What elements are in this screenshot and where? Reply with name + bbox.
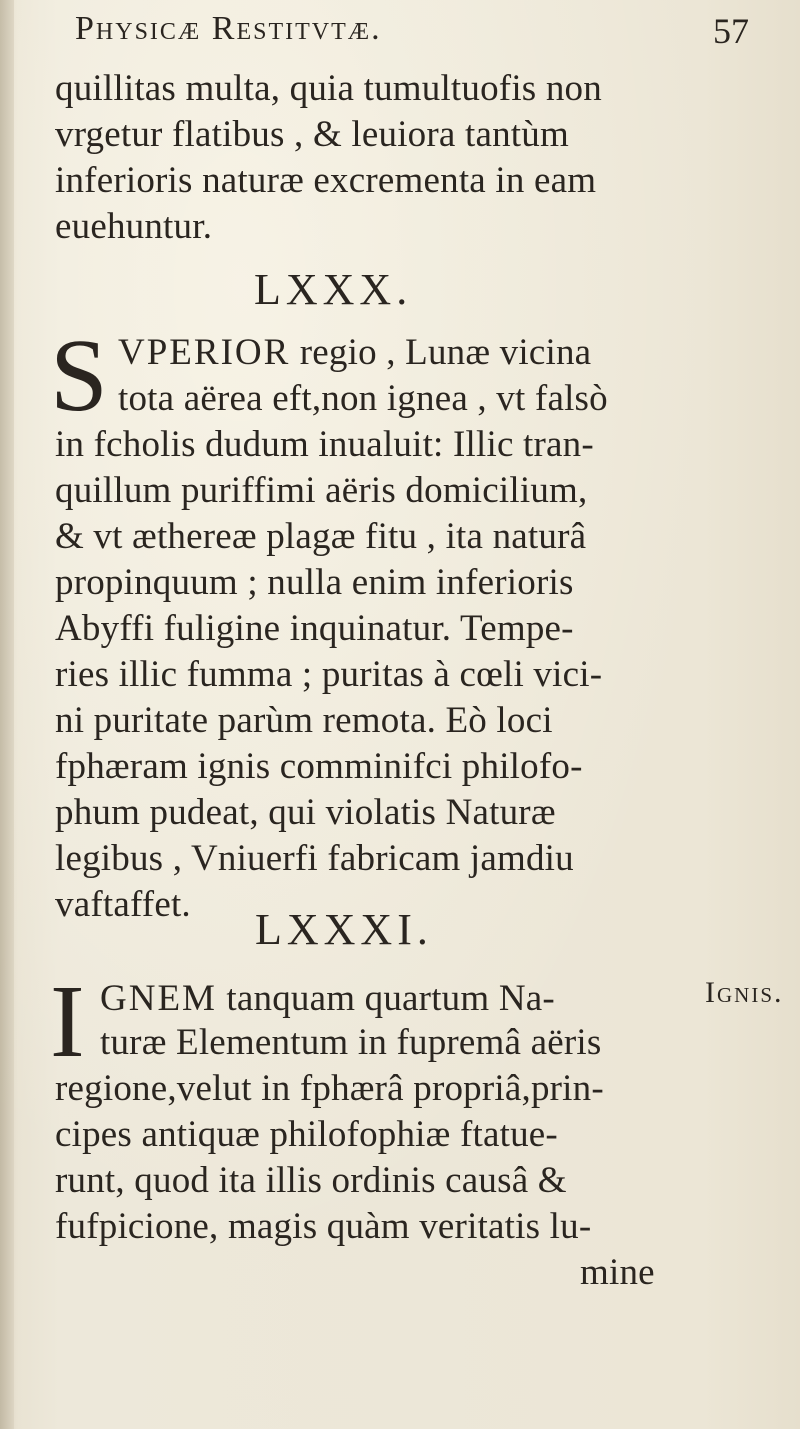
text-line: vrgetur flatibus , & leuiora tantùm — [55, 114, 569, 155]
text-line: Abyffi fuligine inquinatur. Tempe- — [55, 608, 574, 649]
text-line: cipes antiquæ philofophiæ ftatue- — [55, 1114, 558, 1155]
text-line: propinquum ; nulla enim inferioris — [55, 562, 574, 603]
section-number: LXXXI. — [255, 905, 433, 954]
first-line-rest: regio , Lunæ vicina — [299, 332, 592, 373]
text-line-first — [118, 330, 591, 376]
text-line: & vt æthereæ plagæ fitu , ita naturâ — [55, 516, 587, 557]
text-line: vaftaffet. — [55, 884, 191, 925]
text-line: legibus , Vniuerfi fabricam jamdiu — [55, 838, 574, 879]
text-line-first — [100, 976, 555, 1022]
text-line: tota aërea eft,non ignea , vt falsò — [118, 378, 608, 419]
drop-cap: S — [50, 318, 108, 433]
text-line: quillitas multa, quia tumultuofis non — [55, 68, 602, 109]
text-line: ries illic fumma ; puritas à cœli vici- — [55, 654, 603, 695]
text-line: regione,velut in fphærâ propriâ,prin- — [55, 1068, 604, 1109]
text-line: quillum puriffimi aëris domicilium, — [55, 470, 588, 511]
text-line: runt, quod ita illis ordinis causâ & — [55, 1160, 567, 1201]
text-line: in fcholis dudum inualuit: Illic tran- — [55, 424, 594, 465]
section-number: LXXX. — [254, 265, 413, 314]
page-number: 57 — [713, 11, 749, 51]
first-word: GNEM — [100, 978, 217, 1019]
first-word: VPERIOR — [118, 332, 291, 373]
drop-cap: I — [50, 964, 85, 1079]
text-line: phum pudeat, qui violatis Naturæ — [55, 792, 556, 833]
page-gutter — [0, 0, 14, 1429]
text-line: fphæram ignis comminifci philofo- — [55, 746, 583, 787]
margin-note: Ignis. — [705, 976, 784, 1009]
text-line: euehuntur. — [55, 206, 213, 247]
running-head: Physicæ Restitvtæ. — [75, 10, 382, 47]
text-line: ni puritate parùm remota. Eò loci — [55, 700, 553, 741]
first-line-rest: tanquam quartum Na- — [226, 978, 555, 1019]
text-line: fufpicione, magis quàm veritatis lu- — [55, 1206, 592, 1247]
text-line: inferioris naturæ excrementa in eam — [55, 160, 597, 201]
catchword: mine — [580, 1252, 655, 1293]
text-line: turæ Elementum in fupremâ aëris — [100, 1022, 602, 1063]
